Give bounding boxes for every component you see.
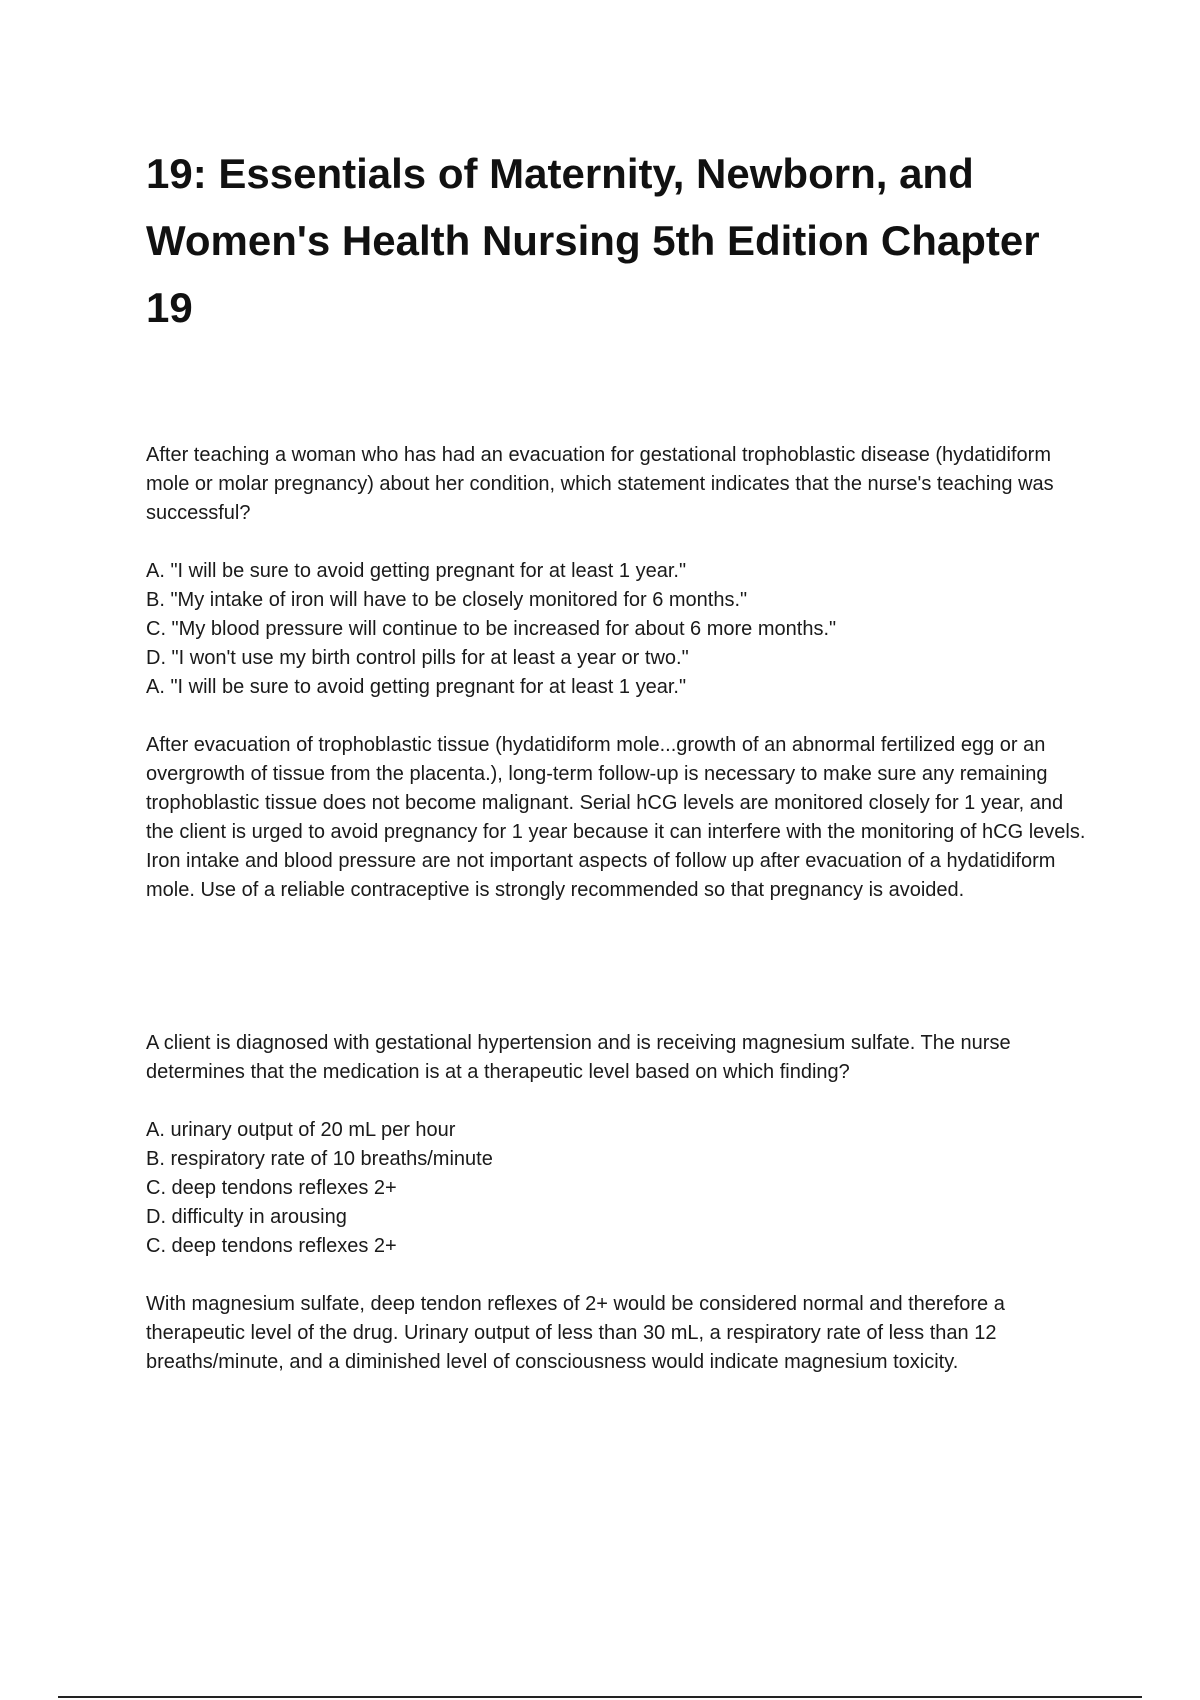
option-c: C. "My blood pressure will continue to be increased for about 6 more months." <box>146 618 837 640</box>
answer-options <box>146 1116 1096 1261</box>
option-c: C. deep tendons reflexes 2+ <box>146 1177 397 1199</box>
correct-answer: A. "I will be sure to avoid getting pregnant for at least 1 year." <box>146 676 687 698</box>
question-block-1 <box>146 441 1096 905</box>
answer-options <box>146 557 1096 702</box>
option-a: A. urinary output of 20 mL per hour <box>146 1119 456 1141</box>
page-title: 19: Essentials of Maternity, Newborn, and Women's Health Nursing 5th Edition Chapter 19 <box>146 150 1040 331</box>
rationale: With magnesium sulfate, deep tendon reflexes of 2+ would be considered normal and therefore a therapeutic level of the drug. Urinary output of less than 30 mL, a respiratory rate of less than 12 breaths/minute, and a diminished level of consciousness would indicate magnesium toxicity. <box>146 1293 1005 1373</box>
question-stem: After teaching a woman who has had an evacuation for gestational trophoblastic disease (hydatidiform mole or molar pregnancy) about her condition, which statement indicates that the nurse's teaching was successful? <box>146 444 1054 524</box>
option-b: B. "My intake of iron will have to be closely monitored for 6 months." <box>146 589 748 611</box>
question-stem: A client is diagnosed with gestational hypertension and is receiving magnesium sulfate. The nurse determines that the medication is at a therapeutic level based on which finding? <box>146 1032 1011 1083</box>
option-d: D. difficulty in arousing <box>146 1206 347 1228</box>
question-block-2 <box>146 1029 1096 1377</box>
option-a: A. "I will be sure to avoid getting pregnant for at least 1 year." <box>146 560 687 582</box>
option-b: B. respiratory rate of 10 breaths/minute <box>146 1148 493 1170</box>
footer-divider <box>58 1696 1142 1698</box>
option-d: D. "I won't use my birth control pills for at least a year or two." <box>146 647 689 669</box>
rationale: After evacuation of trophoblastic tissue (hydatidiform mole...growth of an abnormal fertilized egg or an overgrowth of tissue from the placenta.), long-term follow-up is necessary to make sure any remaining trophoblastic tissue does not become malignant. Serial hCG levels are monitored closely for 1 year, and the client is urged to avoid pregnancy for 1 year because it can interfere with the monitoring of hCG levels. Iron intake and blood pressure are not important aspects of follow up after evacuation of a hydatidiform mole. Use of a reliable contraceptive is strongly recommended so that pregnancy is avoided. <box>146 734 1086 901</box>
correct-answer: C. deep tendons reflexes 2+ <box>146 1235 397 1257</box>
